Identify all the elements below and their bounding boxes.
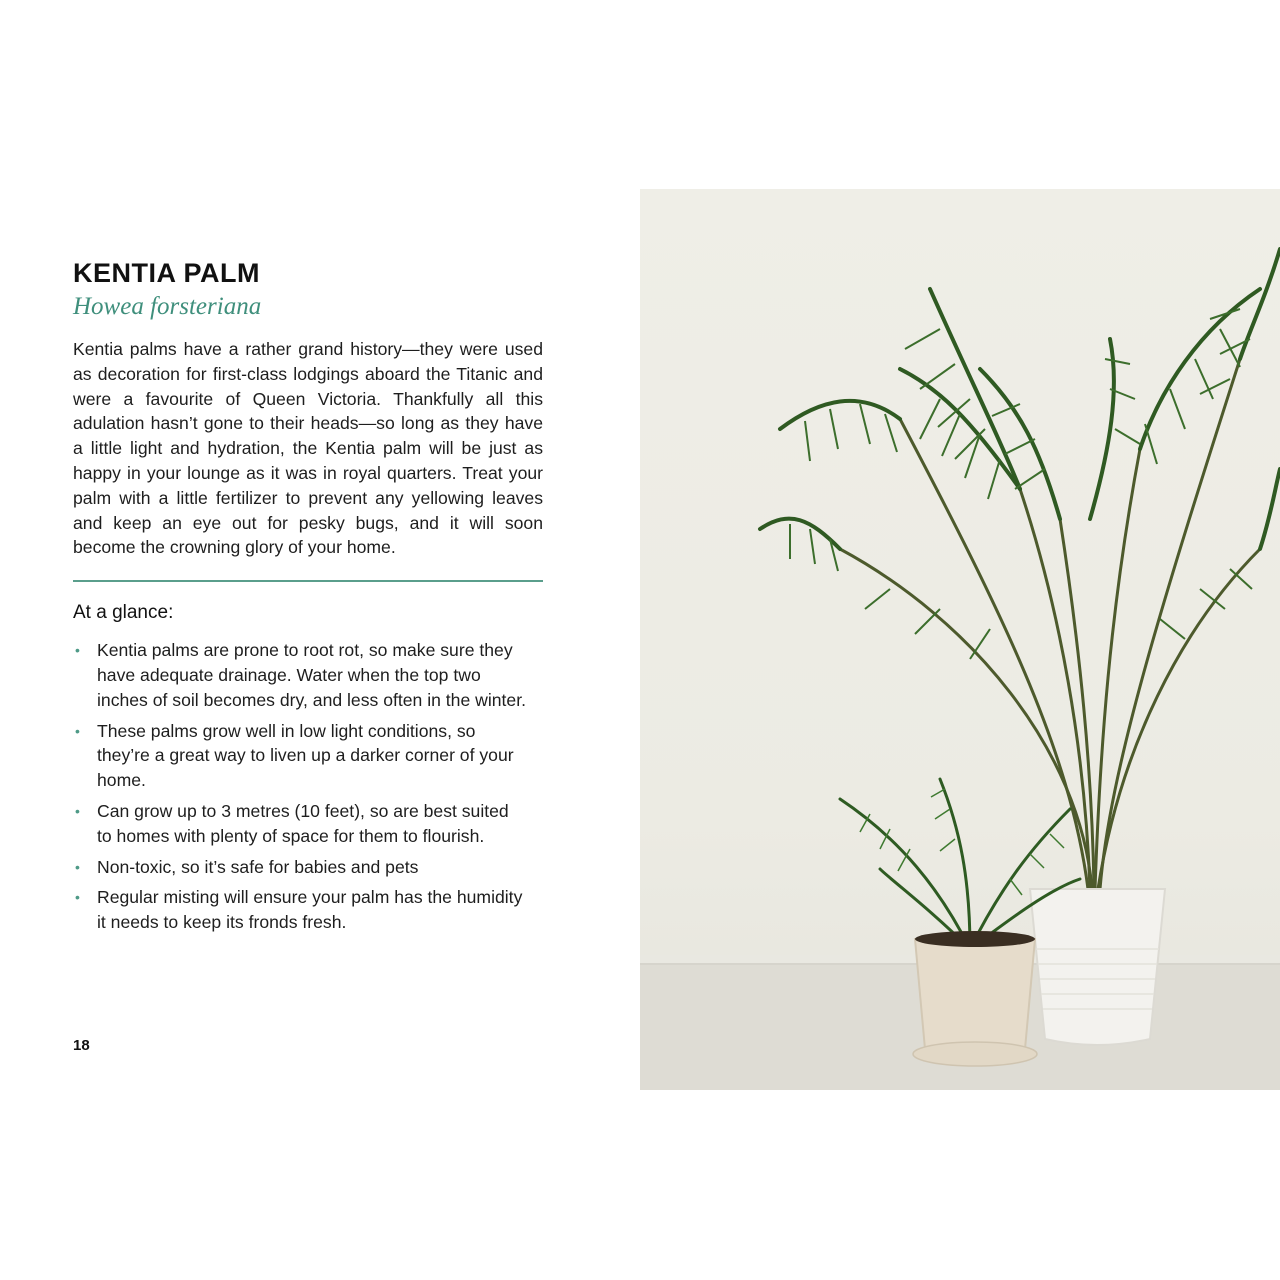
- palm-illustration: [640, 189, 1280, 1090]
- small-pot: [915, 939, 1035, 1054]
- bullet-icon: •: [75, 889, 80, 906]
- saucer: [913, 1042, 1037, 1066]
- large-pot: [1030, 889, 1165, 1045]
- page-number: 18: [73, 1037, 90, 1054]
- palm-stems: [840, 359, 1260, 889]
- list-item: [73, 799, 527, 849]
- list-item-text: Non-toxic, so it’s safe for babies and pets: [97, 856, 419, 877]
- list-item-text: These palms grow well in low light conditions, so they’re a great way to liven up a darker corner of your home.: [97, 720, 514, 791]
- plant-photo: [640, 189, 1280, 1090]
- plant-title: KENTIA PALM: [73, 258, 260, 288]
- list-item: [73, 638, 527, 712]
- bullet-icon: •: [75, 802, 80, 819]
- text-column: [73, 255, 543, 941]
- section-divider: [73, 580, 543, 582]
- soil: [915, 931, 1035, 947]
- plant-latin-name: Howea forsteriana: [73, 293, 262, 320]
- list-item: [73, 855, 527, 880]
- glance-heading: At a glance:: [73, 602, 174, 624]
- list-item: [73, 885, 527, 935]
- bullet-icon: •: [75, 858, 80, 875]
- bullet-icon: •: [75, 642, 80, 659]
- intro-paragraph: Kentia palms have a rather grand history—they were used as decoration for first-class lodgings aboard the Titanic and were a favourite of Queen Victoria. Thankfully all this adulation hasn’t gone to their heads—so long as they have a little light and hydration, the Kentia palm will be just as happy in your lounge as it was in royal quarters. Treat your palm with a little fertilizer to prevent any yellowing leaves and keep an eye out for pesky bugs, and it will soon become the crowning glory of your home.: [73, 339, 543, 558]
- list-item-text: Kentia palms are prone to root rot, so make sure they have adequate drainage. Water when the top two inches of soil becomes dry, and less often in the winter.: [97, 640, 526, 710]
- glance-list: [73, 638, 543, 935]
- list-item: [73, 719, 527, 793]
- bullet-icon: •: [75, 722, 80, 739]
- list-item-text: Regular misting will ensure your palm has the humidity it needs to keep its fronds fresh.: [97, 887, 523, 933]
- list-item-text: Can grow up to 3 metres (10 feet), so are best suited to homes with plenty of space for them to flourish.: [97, 800, 509, 846]
- palm-fronds: [760, 249, 1280, 549]
